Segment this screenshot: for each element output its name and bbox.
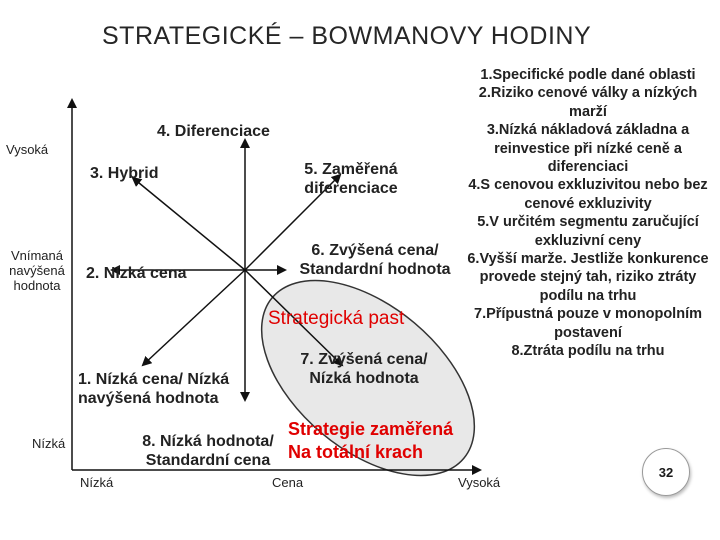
- strategy-3-label: 3. Hybrid: [90, 165, 159, 182]
- direction-line-3: [133, 178, 245, 270]
- x-axis-high-label: Vysoká: [458, 475, 501, 490]
- notes-list: [458, 66, 718, 361]
- note-item: 2.Riziko cenové války a nízkých marží: [478, 85, 698, 120]
- focus-strategy-label: Strategie zaměřená: [288, 419, 454, 439]
- strategy-7-label: 7. Zvýšená cena/ Nízká hodnota: [300, 351, 428, 387]
- strategy-1-label: 1. Nízká cena/ Nízká navýšená hodnota: [78, 371, 230, 407]
- note-item: 3.Nízká nákladová základna a reinvestice při nízké ceně a diferenciaci: [486, 122, 690, 176]
- y-axis-high-label: Vysoká: [6, 142, 49, 157]
- strategy-6-label: 6. Zvýšená cena/ Standardní hodnota: [299, 242, 451, 278]
- note-item: 4.S cenovou exkluzivitou nebo bez cenové exkluzivity: [468, 177, 708, 212]
- x-axis-low-label: Nízká: [80, 475, 114, 490]
- note-item: 5.V určitém segmentu zaručující exkluzivní ceny: [477, 214, 699, 249]
- total-crash-label: Na totální krach: [288, 442, 424, 462]
- y-axis-title: Vnímaná navýšená hodnota: [9, 248, 65, 293]
- page-number: 32: [658, 464, 674, 480]
- page-number-badge: [642, 448, 690, 496]
- strategy-5-label: 5. Zaměřená diferenciace: [304, 161, 398, 197]
- note-item: 1.Specifické podle dané oblasti: [480, 67, 696, 83]
- note-item: 6.Vyšší marže. Jestliže konkurence provede stejný tah, riziko ztráty podílu na trhu: [467, 251, 709, 304]
- note-item: 7.Přípustná pouze v monopolním postavení: [474, 306, 702, 341]
- strategy-8-label: 8. Nízká hodnota/ Standardní cena: [142, 433, 274, 469]
- page-title: STRATEGICKÉ – BOWMANOVY HODINY: [102, 22, 592, 50]
- y-axis-low-label: Nízká: [32, 436, 66, 451]
- strategy-2-label: 2. Nízká cena: [86, 265, 187, 282]
- x-axis-title: Cena: [272, 475, 304, 490]
- strategy-4-label: 4. Diferenciace: [157, 123, 270, 140]
- strategic-trap-label: Strategická past: [268, 308, 405, 329]
- note-item: 8.Ztráta podílu na trhu: [511, 343, 665, 360]
- direction-line-1: [143, 270, 245, 365]
